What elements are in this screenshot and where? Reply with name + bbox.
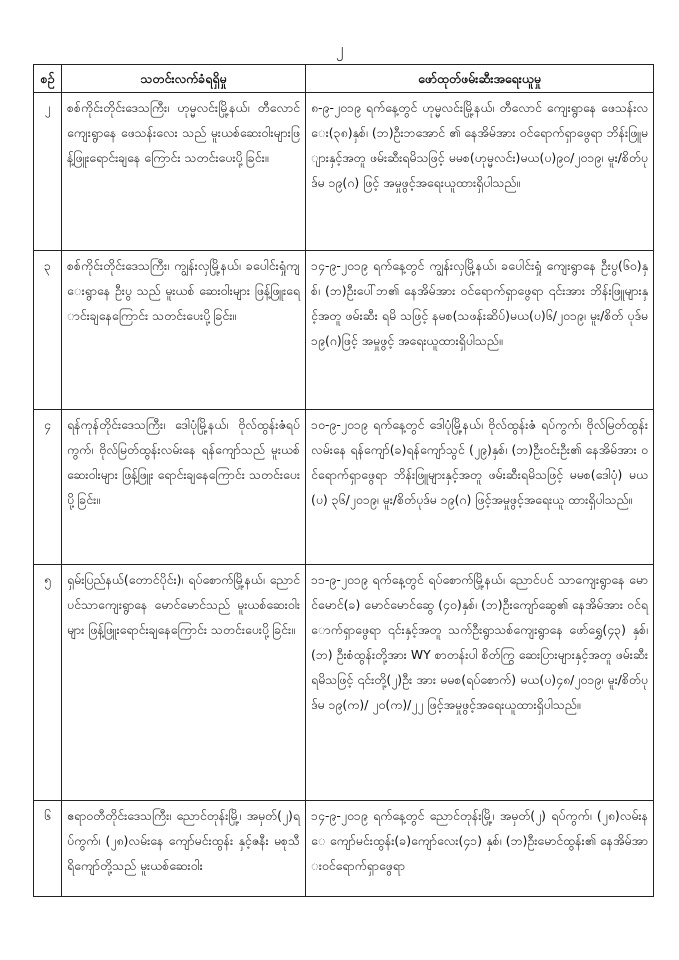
row-arrest-action: ၈-၉-၂၀၁၉ ရက်နေ့တွင် ဟုမ္မလင်းမြို့နယ်၊ တီလောင် ကျေးရွာနေ ဖေသန်းလေး(၃၈)နှစ်၊ (ဘ)ဦးဘအောင် ၏ နေအိမ်အား ဝင်ရောက်ရှာဖွေရာ ဘိန်းဖြူများနှင့်အတူ ဖမ်းဆီးရမိသဖြင့် မမစ(ဟုမ္မလင်း)မယ(ပ)၉၀/၂၀၁၉၊ မူး/စိတ်ပုဒ်မ ၁၉(ဂ) ဖြင့် အမှုဖွင့်အရေးယူထားရှိပါသည်။ [306, 93, 654, 251]
table-row [34, 565, 654, 801]
table-row [34, 410, 654, 565]
row-information-received: ဧရာဝတီတိုင်းဒေသကြီး၊ ညောင်တုန်းမြို့၊ အမှတ်(၂)ရပ်ကွက်၊ (၂၈)လမ်းနေ ကျော်မင်းထွန်း နှင့်ဇနီး မစုသီရိကျော်တို့သည် မူးယစ်ဆေးဝါး [62, 801, 306, 897]
page-number: ၂ [335, 40, 344, 58]
row-serial-no: ၆ [34, 801, 62, 897]
row-arrest-action: ၁၄-၉-၂၀၁၉ ရက်နေ့တွင် ညောင်တုန်းမြို့၊ အမှတ်(၂) ရပ်ကွက်၊ (၂၈)လမ်းနေ ကျော်မင်းထွန်း(ခ)ကျော်လေး(၄၁) နှစ်၊ (ဘ)ဦးမောင်ထွန်း၏ နေအိမ်အားဝင်ရောက်ရှာဖွေရာ [306, 801, 654, 897]
row-information-received: ရှမ်းပြည်နယ်(တောင်ပိုင်း)၊ ရပ်စောက်မြို့နယ်၊ ညောင်ပင်သာကျေးရွာနေ မောင်မောင်သည် မူးယစ်ဆေးဝါးများ ဖြန့်ဖြူးရောင်းချနေကြောင်း သတင်းပေးပို့ခြင်း။ [62, 565, 306, 801]
row-arrest-action: ၁၄-၉-၂၀၁၉ ရက်နေ့တွင် ကျွန်းလှမြို့နယ်၊ ခပေါင်းရှုံ ကျေးရွာနေ ဦးပွ(၆၀)နှစ်၊ (ဘ)ဦးပေါ်ဘ၏ နေအိမ်အား ဝင်ရောက်ရှာဖွေရာ ၎င်းအား ဘိန်းဖြူများနှင့်အတူ ဖမ်းဆီး ရမိ သဖြင့် နမစ(သဖန်းဆိပ်)မယ(ပ)၆/၂၀၁၉၊ မူး/စိတ် ပုဒ်မ ၁၉(ဂ)ဖြင့် အမှုဖွင့် အရေးယူထားရှိပါသည်။ [306, 251, 654, 410]
table-row [34, 251, 654, 410]
row-arrest-action: ၁၀-၉-၂၀၁၉ ရက်နေ့တွင် ဒေါပုံမြို့နယ်၊ ဗိုလ်ထွန်းဇံ ရပ်ကွက်၊ ဗိုလ်မြတ်ထွန်းလမ်းနေ ရန်ကျော်(ခ)ရန်ကျော်သွင် (၂၉)နှစ်၊ (ဘ)ဦးဝင်းဦး၏ နေအိမ်အား ဝင်ရောက်ရှာဖွေရာ ဘိန်းဖြူများနှင့်အတူ ဖမ်းဆီးရမိသဖြင့် မမစ(ဒေါပုံ) မယ (ပ) ၃၆/၂၀၁၉၊ မူး/စိတ်ပုဒ်မ ၁၉(ဂ) ဖြင့်အမှုဖွင့်အရေးယူ ထားရှိပါသည်။ [306, 410, 654, 565]
header-arrest-action: ဖော်ထုတ်ဖမ်းဆီးအရေးယူမှု [306, 65, 654, 93]
row-information-received: စစ်ကိုင်းတိုင်းဒေသကြီး၊ ဟုမ္မလင်းမြို့နယ်၊ တီလောင်ကျေးရွာနေ ဖေသန်းလေး သည် မူးယစ်ဆေးဝါးများဖြန့်ဖြူးရောင်းချနေ ကြောင်း သတင်းပေးပို့ခြင်း။ [62, 93, 306, 251]
header-serial-no: စဉ် [34, 65, 62, 93]
row-serial-no: ၂ [34, 93, 62, 251]
table-header-row [34, 65, 654, 93]
row-information-received: စစ်ကိုင်းတိုင်းဒေသကြီး၊ ကျွန်းလှမြို့နယ်၊ ခပေါင်းရှုံကျေးရွာနေ ဦးပွ သည် မူးယစ် ဆေးဝါးများ ဖြန့်ဖြူးရောင်းချနေကြောင်း သတင်းပေးပို့ခြင်း။ [62, 251, 306, 410]
row-serial-no: ၅ [34, 565, 62, 801]
table-row [34, 93, 654, 251]
report-table [33, 64, 654, 897]
header-information-received: သတင်းလက်ခံရရှိမှု [62, 65, 306, 93]
row-information-received: ရန်ကုန်တိုင်းဒေသကြီး၊ ဒေါပုံမြို့နယ်၊ ဗိုလ်ထွန်းဇံရပ်ကွက်၊ ဗိုလ်မြတ်ထွန်းလမ်းနေ ရန်ကျော်သည် မူးယစ်ဆေးဝါးများ ဖြန့်ဖြူး ရောင်းချနေကြောင်း သတင်းပေးပို့ခြင်း။ [62, 410, 306, 565]
row-serial-no: ၃ [34, 251, 62, 410]
row-arrest-action: ၁၁-၉-၂၀၁၉ ရက်နေ့တွင် ရပ်စောက်မြို့နယ်၊ ညောင်ပင် သာကျေးရွာနေ မောင်မောင်(ခ) မောင်မောင်ဆွေ (၄၀)နှစ်၊ (ဘ)ဦးကျော်ဆွေ၏ နေအိမ်အား ဝင်ရောက်ရှာဖွေရာ ၎င်းနှင့်အတူ သက်ဦးရွာသစ်ကျေးရွာနေ ဖော်ရွှေ(၄၃) နှစ်၊ (ဘ) ဦးစံထွန်းတို့အား WY စာတန်းပါ စိတ်ကြွ ဆေးပြားများနှင့်အတူ ဖမ်းဆီးရမိသဖြင့် ၎င်းတို့(၂)ဦး အား မမစ(ရပ်စောက်) မယ(ပ)၄၈/၂၀၁၉၊ မူး/စိတ်ပုဒ်မ ၁၉(က)/ ၂၀(က)/၂၂ ဖြင့်အမှုဖွင့်အရေးယူထားရှိပါသည်။ [306, 565, 654, 801]
table-row [34, 801, 654, 897]
row-serial-no: ၄ [34, 410, 62, 565]
